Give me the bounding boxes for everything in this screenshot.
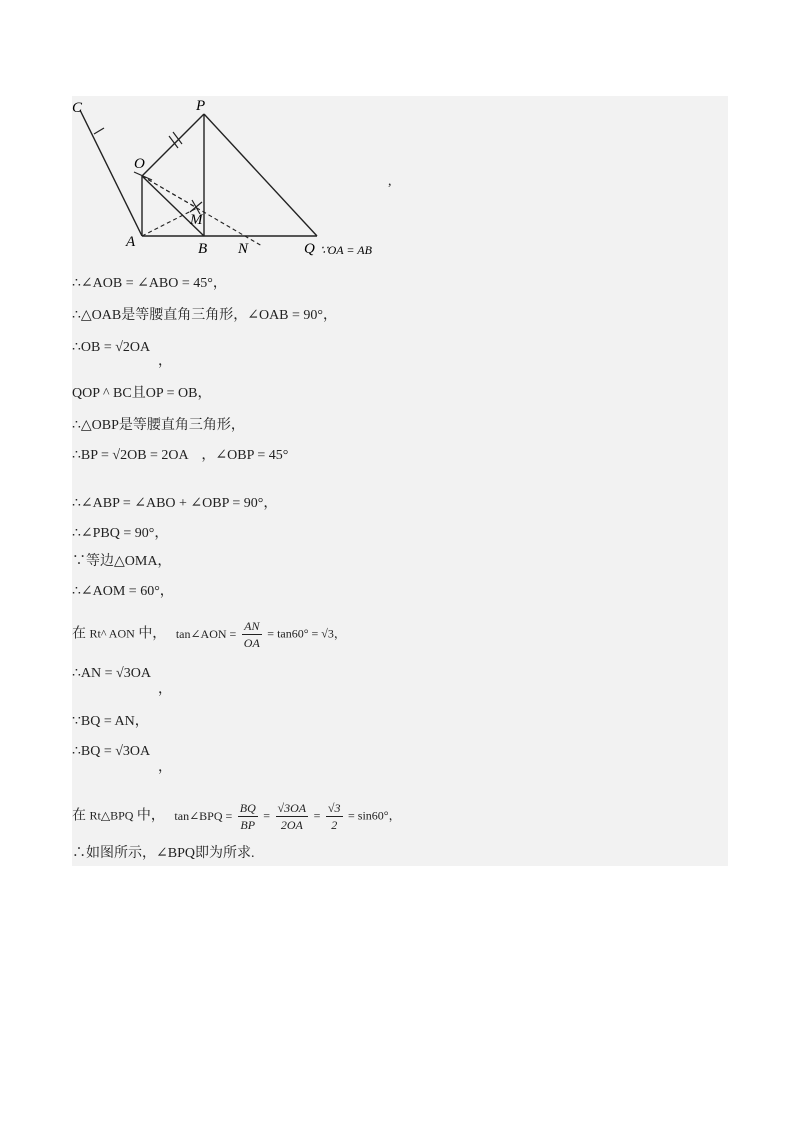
label-O: O [134, 156, 145, 172]
step-15-prefix: 在 [72, 808, 86, 824]
tick-mark-CO [94, 128, 104, 134]
segment-OP [142, 114, 204, 176]
step-3: ∴OB = √2OA [72, 340, 151, 355]
step-11 [72, 618, 346, 651]
fraction-numerator: BQ [239, 801, 256, 815]
step-2: ∴△OAB是等腰直角三角形，∠OAB = 90°， [72, 308, 338, 323]
step-6-angle: ，∠OBP = 45° [201, 448, 289, 463]
step-14-tail: ， [158, 760, 172, 775]
fraction-root3-2 [326, 800, 343, 833]
step-13: ∵BQ = AN， [72, 714, 149, 729]
solution-panel [72, 96, 728, 866]
step-6 [72, 446, 288, 466]
step-14: ∴BQ = √3OA [72, 744, 151, 759]
fraction-numerator: √3 [327, 801, 341, 815]
label-B: B [198, 241, 208, 257]
fraction-AN-OA [242, 618, 262, 651]
step-8: ∴∠PBQ = 90°， [72, 526, 169, 541]
label-N: N [238, 241, 249, 257]
equals-sign: = [263, 808, 271, 823]
step-15-mid: 中， [136, 808, 165, 824]
label-Q: Q [304, 241, 315, 257]
step-11-triangle: Rt^ AON [89, 626, 135, 641]
label-A: A [126, 234, 136, 250]
step-15 [72, 800, 401, 833]
step-9: ∵等边△OMA， [72, 554, 172, 569]
step-4: QOP ^ BC且OP = OB， [72, 386, 212, 401]
conclusion: ∴如图所示，∠BPQ即为所求. [72, 846, 255, 861]
tick-mark-O [134, 172, 152, 180]
figure-caption-tail: ∵OA = AB [320, 243, 372, 257]
step-3-tail: ， [158, 354, 172, 369]
fraction-numerator: √3OA [277, 801, 307, 815]
segment-CA [80, 110, 142, 236]
segment-PQ [204, 114, 317, 236]
step-11-prefix: 在 [72, 626, 86, 642]
geometry-figure [72, 96, 402, 261]
step-7: ∴∠ABP = ∠ABO + ∠OBP = 90°， [72, 496, 278, 511]
step-15-tan: tan∠BPQ = [174, 808, 233, 823]
step-15-triangle: Rt△BPQ [89, 808, 134, 823]
step-5: ∴△OBP是等腰直角三角形， [72, 418, 245, 433]
label-C: C [72, 100, 83, 116]
equals-sign: = [313, 808, 321, 823]
step-1: ∴∠AOB = ∠ABO = 45°， [72, 276, 227, 291]
step-12: ∴AN = √3OA [72, 666, 151, 681]
fraction-numerator: AN [242, 618, 262, 635]
step-11-result: = tan60° = √3， [267, 626, 346, 641]
fraction-denominator: 2OA [280, 818, 303, 832]
fraction-denominator: OA [243, 636, 260, 650]
label-P: P [196, 98, 206, 114]
fraction-BQ-BP [238, 800, 258, 833]
step-6-eq: ∴BP = √2OB = 2OA [72, 448, 188, 463]
step-11-tan: tan∠AON = [175, 626, 237, 641]
figure-separator: , [388, 174, 392, 189]
step-11-mid: 中， [138, 626, 167, 642]
fraction-denominator: BP [240, 818, 256, 832]
step-15-result: = sin60°， [348, 808, 401, 823]
step-12-tail: ， [158, 682, 172, 697]
fraction-root3OA-2OA [276, 800, 309, 833]
tick-mark-M-2 [190, 202, 202, 212]
label-M: M [190, 212, 203, 228]
step-10: ∴∠AOM = 60°， [72, 584, 174, 599]
fraction-denominator: 2 [331, 818, 338, 832]
